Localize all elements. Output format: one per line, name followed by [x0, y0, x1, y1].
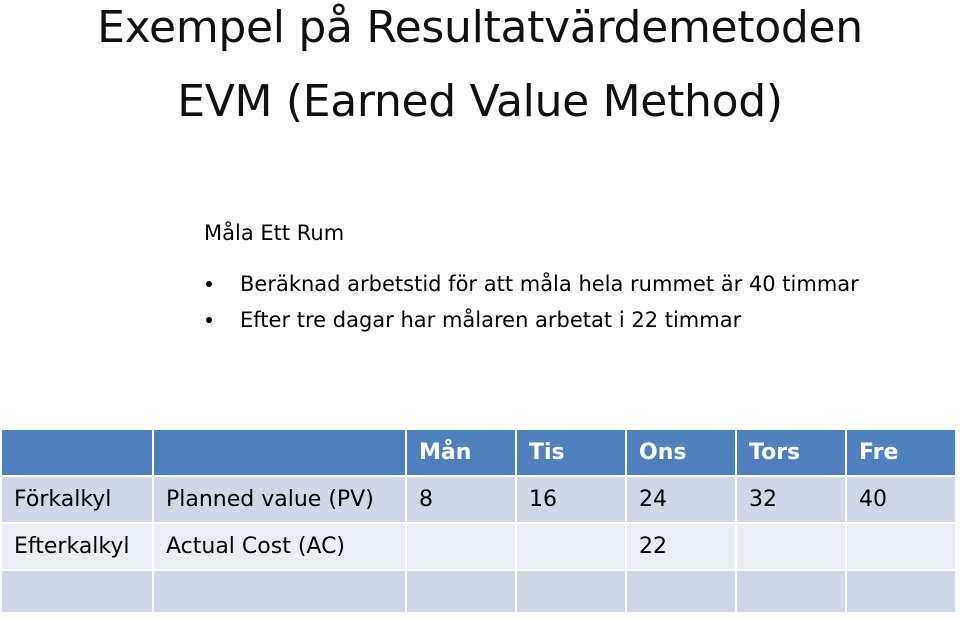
header-cell [153, 429, 406, 476]
header-cell-fri: Fre [846, 429, 956, 476]
table-row-planned [1, 476, 956, 523]
header-cell-tue: Tis [516, 429, 626, 476]
value-cell [736, 523, 846, 570]
row-label-cell: Efterkalkyl [1, 523, 153, 570]
bullet-text: Beräknad arbetstid för att måla hela rummet är 40 timmar [240, 272, 859, 296]
empty-cell [626, 570, 736, 613]
empty-cell [736, 570, 846, 613]
table-header-row [1, 429, 956, 476]
value-cell [516, 523, 626, 570]
header-cell-wed: Ons [626, 429, 736, 476]
bullet-dot-icon [206, 317, 212, 323]
metric-cell: Planned value (PV) [153, 476, 406, 523]
bullet-text: Efter tre dagar har målaren arbetat i 22 timmar [240, 308, 742, 332]
empty-cell [1, 570, 153, 613]
value-cell: 22 [626, 523, 736, 570]
metric-cell: Actual Cost (AC) [153, 523, 406, 570]
slide-title-line1: Exempel på Resultatvärdemetoden [97, 2, 863, 53]
empty-cell [406, 570, 516, 613]
table-row-empty [1, 570, 956, 613]
evm-table [0, 428, 957, 614]
empty-cell [846, 570, 956, 613]
value-cell: 24 [626, 476, 736, 523]
value-cell [406, 523, 516, 570]
value-cell [846, 523, 956, 570]
header-cell [1, 429, 153, 476]
bullet-dot-icon [206, 281, 212, 287]
value-cell: 16 [516, 476, 626, 523]
value-cell: 40 [846, 476, 956, 523]
slide-title-line2: EVM (Earned Value Method) [177, 76, 783, 127]
table-row-actual [1, 523, 956, 570]
bullet-list [204, 270, 859, 342]
subheading: Måla Ett Rum [204, 221, 345, 245]
bullet-item [204, 270, 859, 306]
bullet-item [204, 306, 859, 342]
header-cell-mon: Mån [406, 429, 516, 476]
header-cell-thu: Tors [736, 429, 846, 476]
value-cell: 8 [406, 476, 516, 523]
empty-cell [153, 570, 406, 613]
empty-cell [516, 570, 626, 613]
row-label-cell: Förkalkyl [1, 476, 153, 523]
value-cell: 32 [736, 476, 846, 523]
